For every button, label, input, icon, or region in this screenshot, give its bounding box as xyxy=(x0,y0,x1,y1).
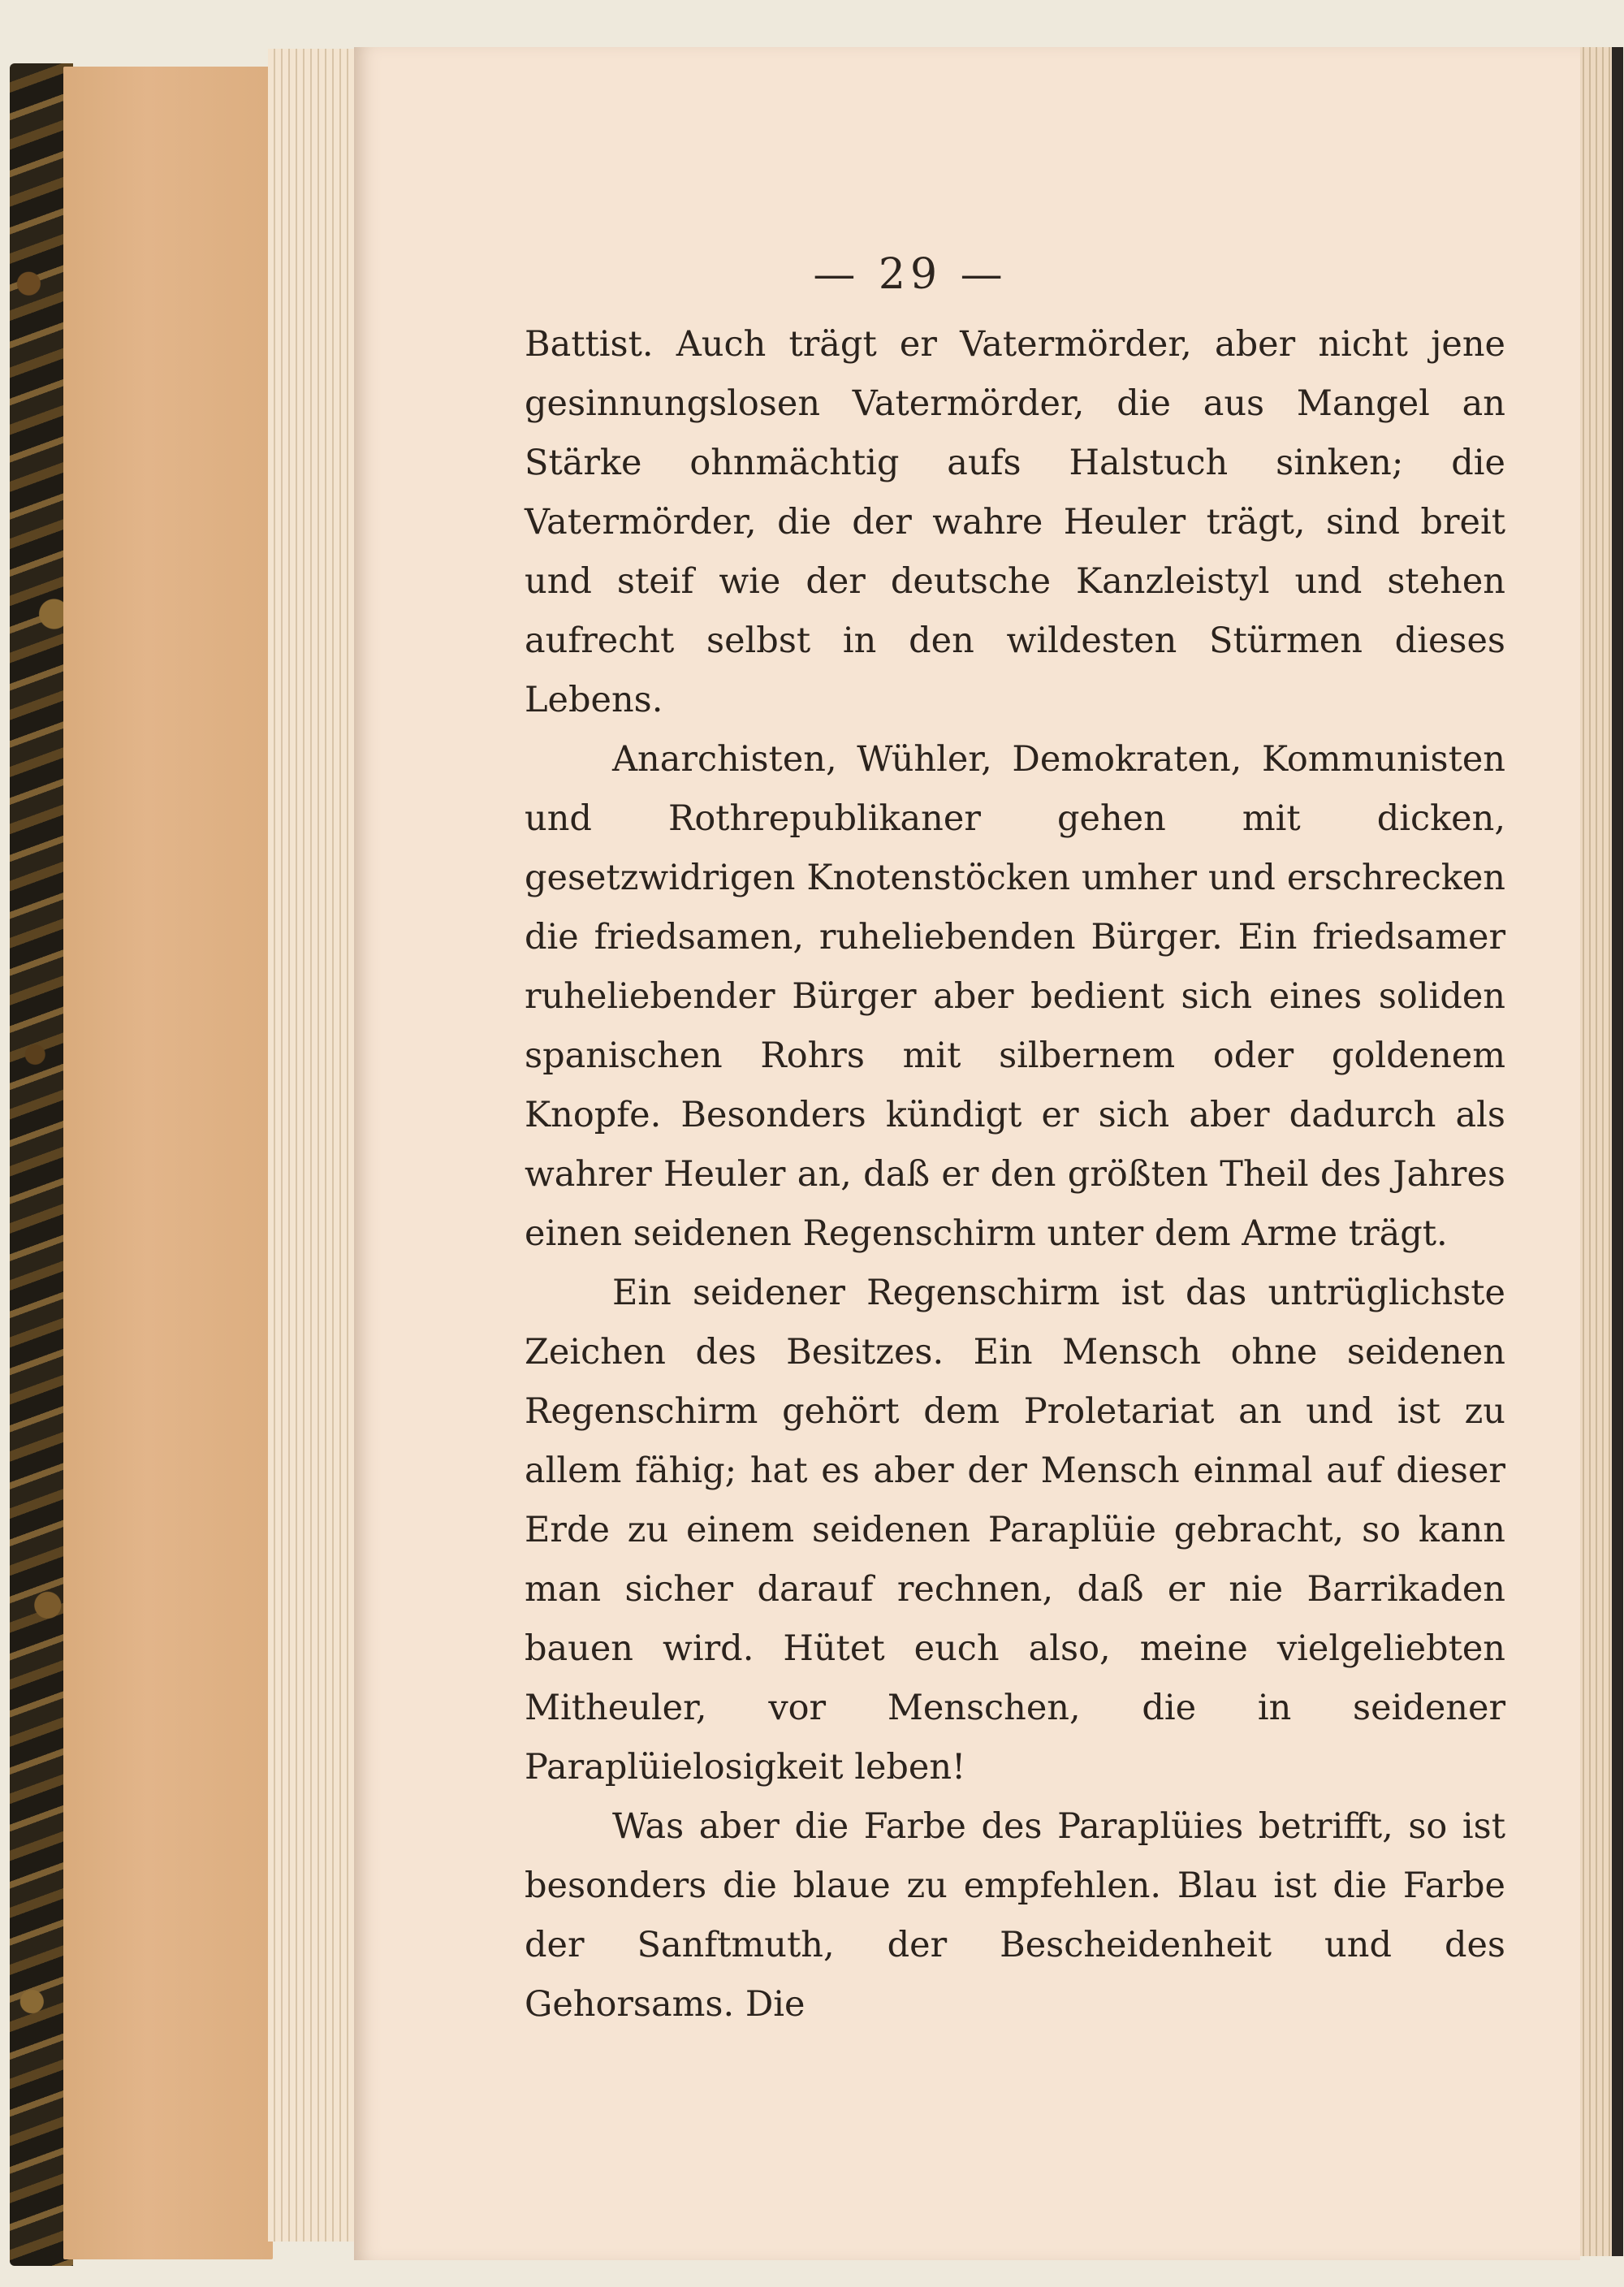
paragraph-2: Anarchisten, Wühler, Demokraten, Kommunisten und Rothrepublikaner gehen mit dicken, gesetzwidrigen Knotenstöcken umher und erschrecken die friedsamen, ruheliebenden Bürger. Ein friedsamer ruheliebender Bürger aber bedient sich eines soliden spanischen Rohrs mit silbernem oder goldenem Knopfe. Besonders kündigt er sich aber dadurch als wahrer Heuler an, daß er den größten Theil des Jahres einen seidenen Regenschirm unter dem Arme trägt. xyxy=(525,739,1505,1254)
endpaper xyxy=(63,67,273,2259)
page-text xyxy=(525,315,1505,2034)
book-page xyxy=(354,47,1580,2260)
paragraph-1: Battist. Auch trägt er Vatermörder, aber nicht jene gesinnungslosen Vatermörder, die aus Mangel an Stärke ohnmächtig aufs Halstuch sinken; die Vatermörder, die der wahre Heuler trägt, sind breit und steif wie der deutsche Kanzleistyl und stehen aufrecht selbst in den wildesten Stürmen dieses Lebens. xyxy=(525,324,1505,720)
page-number: — 29 — xyxy=(813,250,1008,299)
page-edges-left xyxy=(268,49,357,2242)
paragraph-4: Was aber die Farbe des Paraplüies betrifft, so ist besonders die blaue zu empfehlen. Blau ist die Farbe der Sanftmuth, der Bescheidenheit und des Gehorsams. Die xyxy=(525,1806,1505,2025)
paragraph-3: Ein seidener Regenschirm ist das untrüglichste Zeichen des Besitzes. Ein Mensch ohne seidenen Regenschirm gehört dem Proletariat an und ist zu allem fähig; hat es aber der Mensch einmal auf dieser Erde zu einem seidenen Paraplüie gebracht, so kann man sicher darauf rechnen, daß er nie Barrikaden bauen wird. Hütet euch also, meine vielgeliebten Mitheuler, vor Menschen, die in seidener Paraplüielosigkeit leben! xyxy=(525,1273,1505,1788)
